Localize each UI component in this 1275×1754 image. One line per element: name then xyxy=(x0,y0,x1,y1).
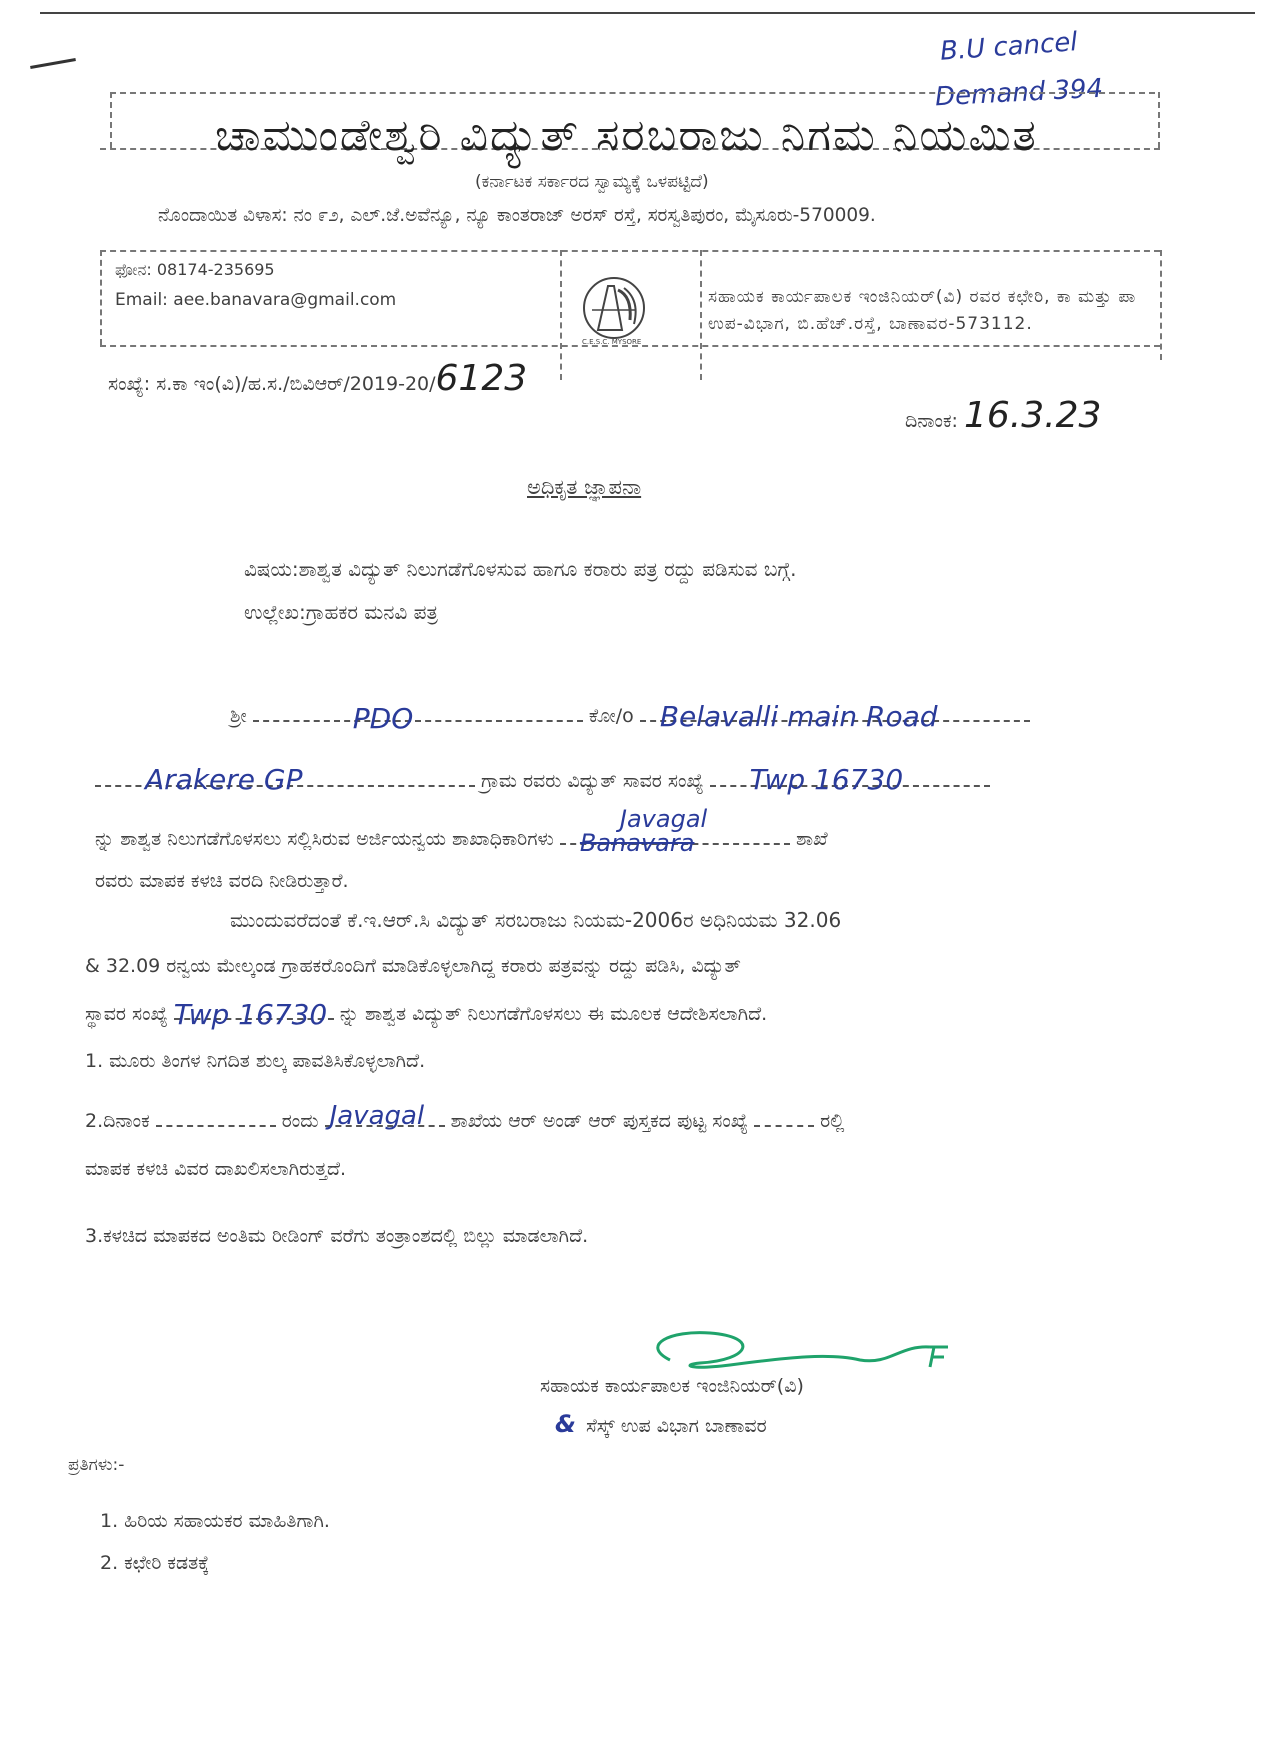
body-line-2 xyxy=(95,763,990,796)
cesc-logo xyxy=(578,270,660,350)
installation-number: Twp 16730 xyxy=(749,763,904,796)
item2-on: ರಂದು xyxy=(281,1110,319,1132)
item2-date-label: 2.ದಿನಾಂಕ xyxy=(85,1110,150,1132)
reference-number xyxy=(108,358,527,399)
branch-name-struck: Banavara xyxy=(579,829,695,857)
item-3: 3.ಕಳಚಿದ ಮಾಪಕದ ಅಂತಿಮ ರೀಡಿಂಗ್ ವರೆಗು ತಂತ್ರಾಂಶದಲ್ಲಿ ಬಿಲ್ಲು ಮಾಡಲಾಗಿದೆ. xyxy=(85,1225,589,1247)
branch-suffix: ಶಾಖೆ xyxy=(795,828,828,850)
signatory-office-text: ಸೆಸ್ಕ್ ಉಪ ವಿಭಾಗ ಬಾಣಾವರ xyxy=(585,1415,767,1437)
consumer-address: Belavalli main Road xyxy=(659,700,938,733)
company-title: ಚಾಮುಂಡೇಶ್ವರಿ ವಿದ್ಯುತ್ ಸರಬರಾಜು ನಿಗಮ ನಿಯಮಿತ xyxy=(215,110,1038,161)
phone-number: ಫೋನ: 08174-235695 xyxy=(115,260,275,279)
reference-line: ಉಲ್ಲೇಖ:ಗ್ರಾಹಕರ ಮನವಿ ಪತ್ರ xyxy=(244,600,438,624)
item2-text: ಶಾಖೆಯ ಆರ್ ಅಂಡ್ ಆರ್ ಪುಸ್ತಕದ ಪುಟ್ಟ ಸಂಖ್ಯೆ xyxy=(450,1110,748,1132)
care-of-label: ಕೋ/o xyxy=(588,705,634,727)
sri-label: ಶ್ರೀ xyxy=(230,705,247,727)
logo-text: C.E.S.C. MYSORE xyxy=(582,338,642,346)
handwritten-note-2: Demand 394 xyxy=(934,73,1104,113)
subject-line: ವಿಷಯ:ಶಾಶ್ವತ ವಿದ್ಯುತ್ ನಿಲುಗಡೆಗೊಳಸುವ ಹಾಗೂ ಕರಾರು ಪತ್ರ ರದ್ದು ಪಡಿಸುವ ಬಗ್ಗೆ. xyxy=(244,557,797,581)
item-1: 1. ಮೂರು ತಿಂಗಳ ನಿಗದಿತ ಶುಲ್ಕ ಪಾವತಿಸಿಕೊಳ್ಳಲಾಗಿದೆ. xyxy=(85,1050,426,1072)
body-line-1 xyxy=(230,700,1030,735)
reference-label: ಸಂಖ್ಯೆ: ಸ.ಕಾ ಇಂ(ವಿ)/ಹ.ಸ./ಬಿವಿಆರ್/2019-20/ xyxy=(108,373,436,395)
body-line-3 xyxy=(95,805,828,857)
copy-2: 2. ಕಛೇರಿ ಕಡತಕ್ಕೆ xyxy=(100,1552,210,1574)
top-border-line xyxy=(40,12,1255,14)
para2-line-2: & 32.09 ರನ್ವಯ ಮೇಲ್ಕಂಡ ಗ್ರಾಹಕರೊಂದಿಗೆ ಮಾಡಿಕೊಳ್ಳಲಾಗಿದ್ದ ಕರಾರು ಪತ್ರವನ್ನು ರದ್ದು ಪಡಿಸಿ, ವಿದ್ಯುತ್ xyxy=(85,955,741,977)
application-text: ನ್ನು ಶಾಶ್ವತ ನಿಲುಗಡೆಗೊಳಸಲು ಸಲ್ಲಿಸಿರುವ ಅರ್ಜಿಯನ್ವಯ ಶಾಖಾಧಿಕಾರಿಗಳು xyxy=(95,828,554,850)
office-address: ಸಹಾಯಕ ಕಾರ್ಯಪಾಲಕ ಇಂಜಿನಿಯರ್(ವಿ) ರವರ ಕಛೇರಿ, ಕಾ ಮತ್ತು ಪಾ ಉಪ-ವಿಭಾಗ, ಬಿ.ಹೆಚ್.ರಸ್ತೆ, ಬಾಣಾವರ-573112. xyxy=(708,287,1137,334)
consumer-name: PDO xyxy=(352,702,414,735)
company-subtitle: (ಕರ್ನಾಟಕ ಸರ್ಕಾರದ ಸ್ವಾಮ್ಯಕ್ಕೆ ಒಳಪಟ್ಟಿದೆ) xyxy=(475,172,709,192)
body-line-4: ರವರು ಮಾಪಕ ಕಳಚಿ ವರದಿ ನೀಡಿರುತ್ತಾರೆ. xyxy=(95,870,349,892)
item2-in: ರಲ್ಲಿ xyxy=(820,1110,845,1132)
memo-heading: ಅಧಿಕೃತ ಜ್ಞಾಪನಾ xyxy=(527,475,642,499)
registered-address: ನೊಂದಾಯಿತ ವಿಳಾಸ: ನಂ ೯೨, ಎಲ್.ಜೆ.ಅವೆನ್ಯೂ, ನ್ಯೂ ಕಾಂತರಾಜ್ ಅರಸ್ ರಸ್ತೆ, ಸರಸ್ವತಿಪುರಂ, ಮೈಸೂರು-570009. xyxy=(158,205,876,226)
signature-mark: & xyxy=(555,1410,576,1438)
signatory-designation: ಸಹಾಯಕ ಕಾರ್ಯಪಾಲಕ ಇಂಜಿನಿಯರ್(ವಿ) xyxy=(540,1375,804,1397)
installation-number-2: Twp 16730 xyxy=(173,998,328,1031)
item-2-line-2: ಮಾಪಕ ಕಳಚಿ ವಿವರ ದಾಖಲಿಸಲಾಗಿರುತ್ತದೆ. xyxy=(85,1158,347,1180)
stray-pen-mark xyxy=(30,58,76,69)
handwritten-note-1: B.U cancel xyxy=(939,27,1079,67)
village-text: ಗ್ರಾಮ ರವರು ವಿದ್ಯುತ್ ಸಾವರ ಸಂಖ್ಯೆ xyxy=(481,770,704,792)
para2-line-1: ಮುಂದುವರೆದಂತೆ ಕೆ.ಇ.ಆರ್.ಸಿ ವಿದ್ಯುತ್ ಸರಬರಾಜು ನಿಯಮ-2006ರ ಅಧಿನಿಯಮ 32.06 xyxy=(230,908,842,932)
date-field xyxy=(905,395,1101,436)
item2-branch: Javagal xyxy=(329,1101,425,1131)
signatory-office xyxy=(555,1410,767,1438)
village-name: Arakere GP xyxy=(145,763,303,796)
branch-name: Javagal xyxy=(619,805,708,833)
email-address: Email: aee.banavara@gmail.com xyxy=(115,290,397,310)
installation-label: ಸ್ಥಾವರ ಸಂಖ್ಯೆ xyxy=(85,1003,168,1025)
disconnection-order: ನ್ನು ಶಾಶ್ವತ ವಿದ್ಯುತ್ ನಿಲುಗಡೆಗೊಳಸಲು ಈ ಮೂಲಕ ಆದೇಶಿಸಲಾಗಿದೆ. xyxy=(339,1003,768,1025)
reference-number-handwritten: 6123 xyxy=(435,358,528,399)
date-handwritten: 16.3.23 xyxy=(963,395,1102,436)
copy-1: 1. ಹಿರಿಯ ಸಹಾಯಕರ ಮಾಹಿತಿಗಾಗಿ. xyxy=(100,1510,330,1532)
copies-label: ಪ್ರತಿಗಳು:- xyxy=(68,1455,125,1475)
date-label: ದಿನಾಂಕ: xyxy=(905,410,958,432)
para2-line-3 xyxy=(85,998,768,1031)
item-2 xyxy=(85,1101,845,1132)
